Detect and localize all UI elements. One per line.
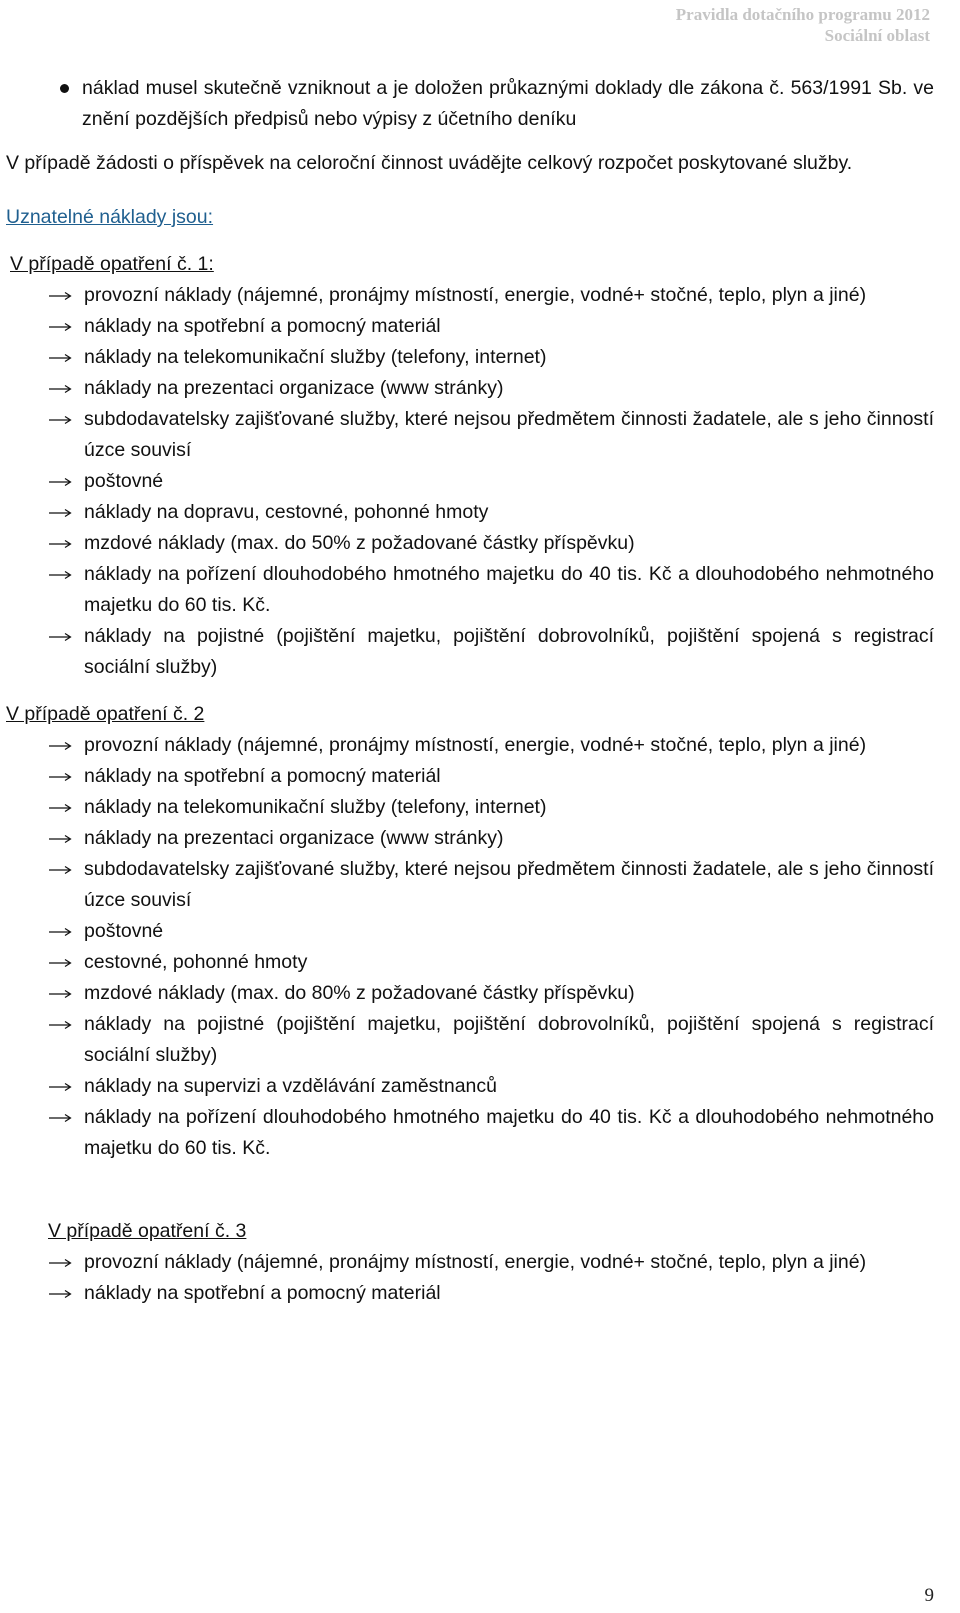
arrow-right-icon [48, 384, 72, 394]
arrow-right-icon [48, 508, 72, 518]
list-item: provozní náklady (nájemné, pronájmy místností, energie, vodné+ stočné, teplo, plyn a jiné) [6, 1247, 934, 1278]
list-item: subdodavatelsky zajišťované služby, které nejsou předmětem činnosti žadatele, ale s jeho činností úzce souvisí [6, 854, 934, 916]
list-item: náklady na spotřební a pomocný materiál [6, 761, 934, 792]
list-item: náklady na pořízení dlouhodobého hmotného majetku do 40 tis. Kč a dlouhodobého nehmotného majetku do 60 tis. Kč. [6, 559, 934, 621]
cost-list-measure-2 [6, 730, 934, 1164]
arrow-right-icon [48, 1289, 72, 1299]
list-item: subdodavatelsky zajišťované služby, které nejsou předmětem činnosti žadatele, ale s jeho činností úzce souvisí [6, 404, 934, 466]
section-title-measure-1: V případě opatření č. 1: [10, 253, 214, 275]
list-item: provozní náklady (nájemné, pronájmy místností, energie, vodné+ stočné, teplo, plyn a jiné) [6, 730, 934, 761]
arrow-right-icon [48, 291, 72, 301]
arrow-right-icon [48, 477, 72, 487]
intro-bullet-text: náklad musel skutečně vzniknout a je doložen průkaznými doklady dle zákona č. 563/1991 Sb. ve znění pozdějších předpisů nebo výpisy z účetního deníku [82, 77, 934, 130]
list-item: náklady na supervizi a vzdělávání zaměstnanců [6, 1071, 934, 1102]
arrow-right-icon [48, 1258, 72, 1268]
intro-bullet [6, 73, 934, 135]
annual-budget-note: V případě žádosti o příspěvek na celoroční činnost uvádějte celkový rozpočet poskytované služby. [6, 152, 853, 174]
list-item: poštovné [6, 916, 934, 947]
arrow-right-icon [48, 834, 72, 844]
arrow-right-icon [48, 958, 72, 968]
arrow-right-icon [48, 632, 72, 642]
list-item: náklady na spotřební a pomocný materiál [6, 1278, 934, 1309]
eligible-costs-heading: Uznatelné náklady jsou: [6, 206, 214, 228]
header-program-title: Pravidla dotačního programu 2012 [675, 5, 930, 24]
list-item: náklady na pojistné (pojištění majetku, pojištění dobrovolníků, pojištění spojená s registrací sociální služby) [6, 621, 934, 683]
arrow-right-icon [48, 741, 72, 751]
arrow-right-icon [48, 539, 72, 549]
list-item: náklady na dopravu, cestovné, pohonné hmoty [6, 497, 934, 528]
document-body [6, 73, 934, 1309]
list-item: náklady na spotřební a pomocný materiál [6, 311, 934, 342]
list-item: náklady na prezentaci organizace (www stránky) [6, 823, 934, 854]
arrow-right-icon [48, 353, 72, 363]
bullet-dot-icon [60, 84, 69, 93]
arrow-right-icon [48, 803, 72, 813]
list-item: náklady na pořízení dlouhodobého hmotného majetku do 40 tis. Kč a dlouhodobého nehmotného majetku do 60 tis. Kč. [6, 1102, 934, 1164]
arrow-right-icon [48, 772, 72, 782]
header-area-title: Sociální oblast [824, 26, 930, 45]
list-item: náklady na telekomunikační služby (telefony, internet) [6, 342, 934, 373]
cost-list-measure-1 [6, 280, 934, 683]
arrow-right-icon [48, 415, 72, 425]
cost-list-measure-3 [6, 1247, 934, 1309]
list-item: mzdové náklady (max. do 50% z požadované částky příspěvku) [6, 528, 934, 559]
page-number: 9 [924, 1585, 934, 1606]
section-title-measure-3: V případě opatření č. 3 [48, 1220, 247, 1242]
arrow-right-icon [48, 1082, 72, 1092]
running-header [676, 4, 930, 46]
list-item: náklady na prezentaci organizace (www stránky) [6, 373, 934, 404]
arrow-right-icon [48, 1020, 72, 1030]
list-item: provozní náklady (nájemné, pronájmy místností, energie, vodné+ stočné, teplo, plyn a jiné) [6, 280, 934, 311]
section-title-measure-2: V případě opatření č. 2 [6, 703, 205, 725]
arrow-right-icon [48, 865, 72, 875]
arrow-right-icon [48, 927, 72, 937]
arrow-right-icon [48, 570, 72, 580]
arrow-right-icon [48, 1113, 72, 1123]
list-item: poštovné [6, 466, 934, 497]
arrow-right-icon [48, 989, 72, 999]
arrow-right-icon [48, 322, 72, 332]
list-item: mzdové náklady (max. do 80% z požadované částky příspěvku) [6, 978, 934, 1009]
list-item: cestovné, pohonné hmoty [6, 947, 934, 978]
list-item: náklady na pojistné (pojištění majetku, pojištění dobrovolníků, pojištění spojená s registrací sociální služby) [6, 1009, 934, 1071]
list-item: náklady na telekomunikační služby (telefony, internet) [6, 792, 934, 823]
